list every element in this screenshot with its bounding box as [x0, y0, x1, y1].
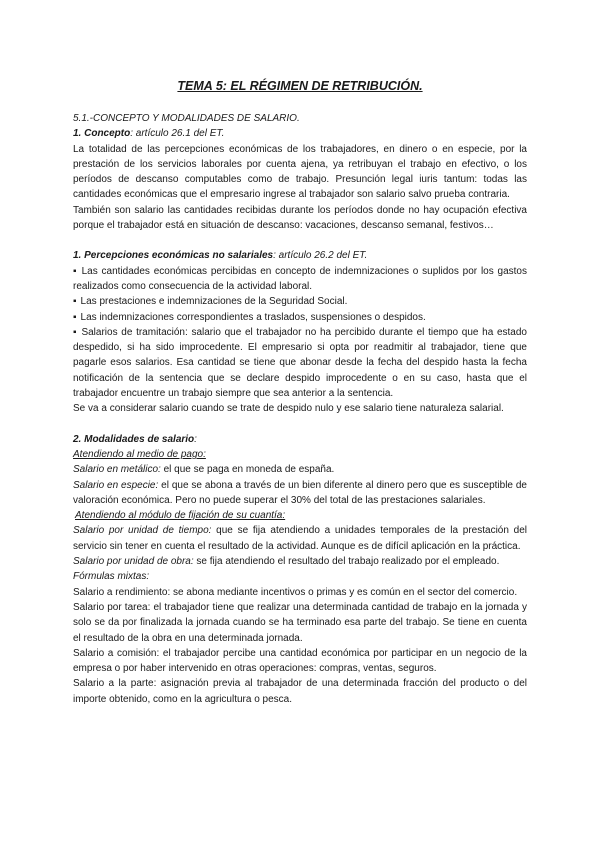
- modalidades-heading: [73, 432, 527, 447]
- especie-text: el que se abona a través de un bien diferente al dinero pero que es susceptible de valoración económica. Pero no puede superar el 30% del total de las prestaciones salariales.: [73, 479, 527, 506]
- tiempo-text: que se fija atendiendo a unidades temporales de la prestación del servicio sin tener en cuenta el resultado de la actividad. Aunque es de difícil aplicación en la práctica.: [73, 525, 528, 552]
- mixta-item: Salario a la parte: asignación previa al trabajador de una determinada fracción del producto o del importe obtenido, como en la agricultura o pesca.: [73, 678, 527, 705]
- metalico-text: el que se paga en moneda de españa.: [160, 464, 335, 476]
- spacer: [73, 417, 527, 432]
- percepciones-closing: Se va a considerar salario cuando se trate de despido nulo y ese salario tiene naturaleza salarial.: [73, 403, 504, 415]
- percepciones-bullet: ▪ Las cantidades económicas percibidas en concepto de indemnizaciones o suplidos por los gastos realizados como consecuencia de la actividad laboral.: [73, 264, 527, 295]
- especie-label: Salario en especie:: [73, 479, 159, 491]
- medio-pago-heading: Atendiendo al medio de pago:: [73, 448, 206, 460]
- percepciones-ref: : artículo 26.2 del ET.: [273, 250, 368, 262]
- metalico-label: Salario en metálico:: [73, 464, 161, 476]
- percepciones-bullet: ▪ Salarios de tramitación: salario que el trabajador no ha percibido durante el tiempo que ha estado despedido, si ha sido improcedente. El empresario si opta por readmitir al trabajador, tiene que pagarle esos salarios. Esa cantidad se tiene que abonar desde la fecha del despido hasta la fecha notificación de la sentencia que se declare despido improcedente o en su caso, hasta que el trabajador encuentre un trabajo siempre que sea anterior a la sentencia.: [73, 325, 527, 401]
- document-title: TEMA 5: EL RÉGIMEN DE RETRIBUCIÓN.: [177, 79, 423, 93]
- mixtas-heading: Fórmulas mixtas:: [73, 571, 150, 583]
- mixta-item: Salario por tarea: el trabajador tiene que realizar una determinada cantidad de trabajo en la jornada y solo se da por finalizada la jornada cuando se ha terminado esa parte del trabajo. Se tiene en cuenta el resultado de la obra en una determinada jornada.: [73, 601, 527, 644]
- percepciones-bullet: ▪ Las indemnizaciones correspondientes a traslados, suspensiones o despidos.: [73, 310, 527, 325]
- modalidades-label: 2. Modalidades de salario: [73, 433, 195, 445]
- obra-text: se fija atendiendo el resultado del trabajo realizado por el empleado.: [193, 556, 500, 568]
- concepto-paragraph-1: La totalidad de las percepciones económicas de los trabajadores, en dinero o en especie, por la prestación de los servicios laborales por cuenta ajena, ya retribuyan el trabajo en efectivo, o los períodos de descanso computables como de trabajo. Presunción legal iuris tantum: todas las cantidades económicas que el empresario ingrese al trabajador son salario salvo prueba contraria.: [73, 143, 527, 201]
- obra-label: Salario por unidad de obra:: [73, 556, 194, 568]
- tiempo-item: [73, 523, 527, 554]
- concepto-heading: [73, 126, 527, 141]
- mixta-item: Salario a comisión: el trabajador percibe una cantidad económica por participar en un negocio de la empresa o por haber intervenido en otras operaciones: compras, ventas, seguros.: [73, 647, 527, 675]
- concepto-paragraph-2: También son salario las cantidades recibidas durante los períodos donde no hay ocupación efectiva porque el trabajador está en situación de descanso: vacaciones, descanso semanal, festivos…: [73, 204, 527, 232]
- obra-item: [73, 554, 527, 569]
- modalidades-colon: :: [194, 433, 197, 445]
- metalico-item: [73, 462, 527, 477]
- mixta-item: Salario a rendimiento: se abona mediante incentivos o primas y es común en el sector del comercio.: [73, 586, 518, 598]
- document-body: [73, 78, 527, 707]
- spacer: [73, 233, 527, 248]
- concepto-label: 1. Concepto: [73, 128, 131, 140]
- especie-item: [73, 478, 527, 509]
- percepciones-label: 1. Percepciones económicas no salariales: [73, 250, 274, 262]
- percepciones-bullet: ▪ Las prestaciones e indemnizaciones de la Seguridad Social.: [73, 294, 527, 309]
- section-heading: 5.1.-CONCEPTO Y MODALIDADES DE SALARIO.: [73, 113, 300, 124]
- tiempo-label: Salario por unidad de tiempo:: [73, 525, 212, 537]
- concepto-ref: : artículo 26.1 del ET.: [130, 128, 225, 140]
- modulo-heading: Atendiendo al módulo de fijación de su cuantía:: [75, 510, 286, 522]
- percepciones-heading: [73, 248, 527, 263]
